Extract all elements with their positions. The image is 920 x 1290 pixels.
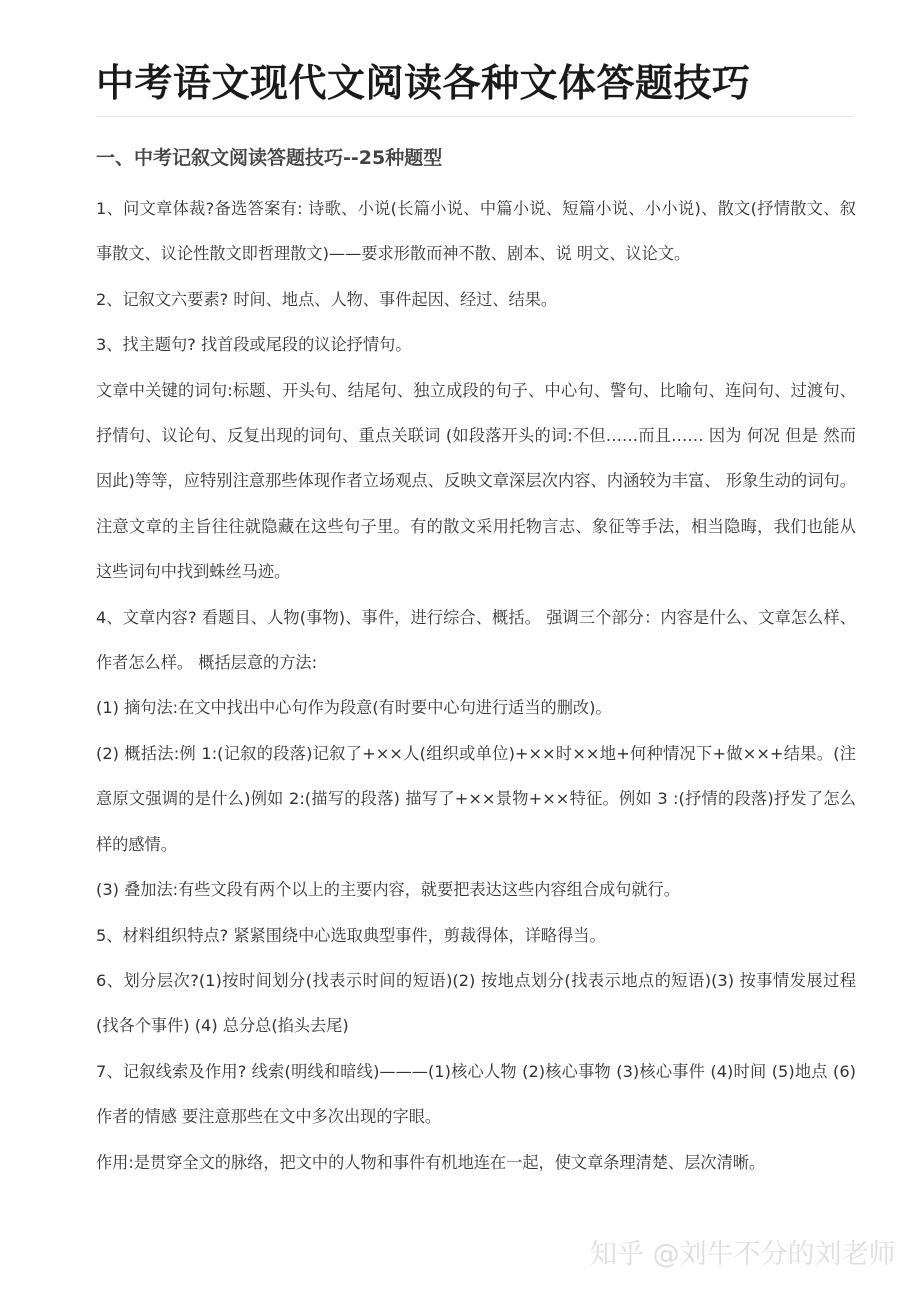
paragraph-method-combine: (3) 叠加法:有些文段有两个以上的主要内容，就要把表达这些内容组合成句就行。 xyxy=(96,880,680,900)
paragraph-clue-function: 作用:是贯穿全文的脉络，把文中的人物和事件有机地连在一起，使文章条理清楚、层次清晰。 xyxy=(96,1152,766,1172)
paragraph-divide-levels: 6、划分层次?(1)按时间划分(找表示时间的短语)(2) 按地点划分(找表示地点的短语)(3) 按事情发展过程(找各个事件) (4) 总分总(掐头去尾) xyxy=(96,970,856,1036)
paragraph-method-summarize: (2) 概括法:例 1:(记叙的段落)记叙了+××人(组织或单位)+××时××地+何种情况下+做××+结果。(注意原文强调的是什么)例如 2:(描写的段落) 描写了+××景物+××特征。例如 3 :(抒情的段落)抒发了怎么样的感情。 xyxy=(96,743,856,854)
zhihu-watermark: 知乎 @刘牛不分的刘老师 xyxy=(590,1239,896,1270)
paragraph-six-elements: 2、记叙文六要素? 时间、地点、人物、事件起因、经过、结果。 xyxy=(96,289,558,309)
paragraph-material-organization: 5、材料组织特点? 紧紧围绕中心选取典型事件，剪裁得体，详略得当。 xyxy=(96,925,606,945)
paragraph-article-content: 4、文章内容? 看题目、人物(事物)、事件，进行综合、概括。 强调三个部分：内容是什么、文章怎么样、作者怎么样。 概括层意的方法: xyxy=(96,607,856,673)
paragraph-method-extract: (1) 摘句法:在文中找出中心句作为段意(有时要中心句进行适当的删改)。 xyxy=(96,698,612,718)
document-title: 中考语文现代文阅读各种文体答题技巧 xyxy=(96,61,751,105)
paragraph-genre: 1、问文章体裁?备选答案有: 诗歌、小说(长篇小说、中篇小说、短篇小说、小小说)、散文(抒情散文、叙事散文、议论性散文即哲理散文)——要求形散而神不散、剧本、说 明文、议论文。 xyxy=(96,199,856,264)
paragraph-key-sentences: 文章中关键的词句:标题、开头句、结尾句、独立成段的句子、中心句、警句、比喻句、连问句、过渡句、抒情句、议论句、反复出现的词句、重点关联词 (如段落开头的词:不但……而且…… 因为 何况 但是 然而 因此)等等，应特别注意那些体现作者立场观点、反映文章深层次内容、内涵较为丰富、 形象生动的词句。注意文章的主旨往往就隐藏在这些句子里。有的散文采用托物言志、象征等手法，相当隐晦，我们也能从这些词句中找到蛛丝马迹。 xyxy=(96,380,856,582)
paragraph-topic-sentence: 3、找主题句? 找首段或尾段的议论抒情句。 xyxy=(96,335,412,355)
title-divider xyxy=(96,116,854,117)
section-heading: 一、中考记叙文阅读答题技巧--25种题型 xyxy=(96,147,443,169)
document-body xyxy=(96,186,856,1185)
paragraph-narrative-clues: 7、记叙线索及作用? 线索(明线和暗线)———(1)核心人物 (2)核心事物 (3)核心事件 (4)时间 (5)地点 (6)作者的情感 要注意那些在文中多次出现的字眼。 xyxy=(96,1061,856,1127)
